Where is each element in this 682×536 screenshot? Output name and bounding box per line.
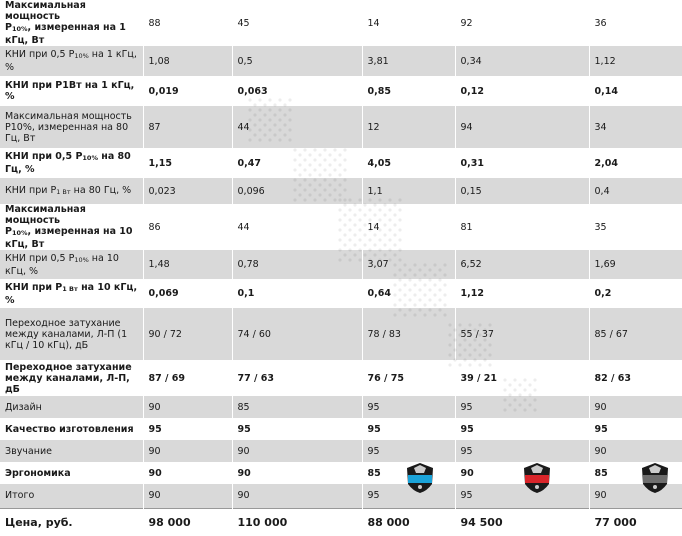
cell-value: 1,15 <box>143 148 232 178</box>
cell-value: 0,78 <box>232 250 362 279</box>
row-label: Эргономика <box>5 467 71 479</box>
cell-value: 3,81 <box>362 46 455 76</box>
cell-value: 78 / 83 <box>362 308 455 360</box>
cell-value: 0,85 <box>362 76 455 106</box>
cell-value: 90 <box>589 440 682 462</box>
cell-value: 95 <box>362 418 455 440</box>
cell-value: 12 <box>362 106 455 148</box>
cell-value: 90 <box>143 484 232 508</box>
table-row <box>0 484 682 508</box>
table-row <box>0 46 682 76</box>
row-label: Дизайн <box>0 396 143 418</box>
cell-value: 0,15 <box>455 178 589 204</box>
cell-value: 55 / 37 <box>455 308 589 360</box>
cell-value: 90 <box>232 440 362 462</box>
cell-value: 94 <box>455 106 589 148</box>
cell-value: 36 <box>589 0 682 46</box>
cell-value: 2,04 <box>589 148 682 178</box>
cell-value: 95 <box>455 440 589 462</box>
table-row <box>0 148 682 178</box>
cell-value: 82 / 63 <box>589 360 682 396</box>
cell-value: 90 <box>455 462 589 484</box>
cell-value: 85 <box>232 396 362 418</box>
table-row <box>0 360 682 396</box>
cell-value: 0,47 <box>232 148 362 178</box>
cell-value: 90 <box>589 396 682 418</box>
cell-value: 3,07 <box>362 250 455 279</box>
row-label: КНИ при $P_{1 Вт}$ на 80 Гц, % <box>0 178 143 204</box>
price-value: 88 000 <box>362 508 455 536</box>
cell-value: 95 <box>362 396 455 418</box>
cell-value: 45 <box>232 0 362 46</box>
price-value: 110 000 <box>232 508 362 536</box>
cell-value: 4,05 <box>362 148 455 178</box>
cell-value: 90 <box>232 484 362 508</box>
cell-value: 1,48 <box>143 250 232 279</box>
cell-value: 95 <box>455 396 589 418</box>
cell-value: 81 <box>455 204 589 250</box>
cell-value: 90 <box>232 462 362 484</box>
cell-value: 0,5 <box>232 46 362 76</box>
cell-value: 88 <box>143 0 232 46</box>
table-row <box>0 178 682 204</box>
cell-value: 44 <box>232 106 362 148</box>
table-row <box>0 396 682 418</box>
row-label: Качество изготовления <box>5 423 134 435</box>
cell-value: 95 <box>455 484 589 508</box>
table-row <box>0 462 682 484</box>
cell-value: 95 <box>143 418 232 440</box>
cell-value: 85 <box>589 462 682 484</box>
row-label: КНИ при 0,5 $P_{10\%}$ на 80 Гц, % <box>5 151 131 175</box>
award-badge-icon <box>640 462 670 494</box>
award-badge-icon <box>522 462 552 494</box>
cell-value: 77 / 63 <box>232 360 362 396</box>
table-row <box>0 106 682 148</box>
cell-value: 0,019 <box>143 76 232 106</box>
cell-value: 0,096 <box>232 178 362 204</box>
cell-value: 1,12 <box>589 46 682 76</box>
price-value: 98 000 <box>143 508 232 536</box>
cell-value: 1,12 <box>455 279 589 308</box>
cell-value: 76 / 75 <box>362 360 455 396</box>
table-row <box>0 418 682 440</box>
cell-value: 34 <box>589 106 682 148</box>
table-row <box>0 440 682 462</box>
cell-value: 92 <box>455 0 589 46</box>
cell-value: 85 / 67 <box>589 308 682 360</box>
cell-value: 0,12 <box>455 76 589 106</box>
cell-value: 87 / 69 <box>143 360 232 396</box>
row-label: Цена, руб. <box>0 508 143 536</box>
cell-value: 1,08 <box>143 46 232 76</box>
row-label: КНИ при 0,5 $P_{10\%}$ на 10 кГц, % <box>0 250 143 279</box>
cell-value: 35 <box>589 204 682 250</box>
cell-value: 74 / 60 <box>232 308 362 360</box>
cell-value: 44 <box>232 204 362 250</box>
row-label: КНИ при 0,5 $P_{10\%}$ на 1 кГц, % <box>0 46 143 76</box>
cell-value: 0,1 <box>232 279 362 308</box>
cell-value: 14 <box>362 204 455 250</box>
row-label: Максимальная мощность P10%, измеренная на 80 Гц, Вт <box>0 106 143 148</box>
table-row <box>0 76 682 106</box>
cell-value: 0,4 <box>589 178 682 204</box>
cell-value: 1,69 <box>589 250 682 279</box>
cell-value: 85 <box>362 462 455 484</box>
cell-value: 0,34 <box>455 46 589 76</box>
table-row <box>0 250 682 279</box>
cell-value: 90 <box>143 396 232 418</box>
cell-value: 90 <box>589 484 682 508</box>
table-row <box>0 308 682 360</box>
row-label: Звучание <box>0 440 143 462</box>
cell-value: 95 <box>589 418 682 440</box>
cell-value: 0,64 <box>362 279 455 308</box>
row-label: Итого <box>0 484 143 508</box>
row-label: КНИ при P1Вт на 1 кГц, % <box>5 80 135 102</box>
cell-value: 0,31 <box>455 148 589 178</box>
cell-value: 90 / 72 <box>143 308 232 360</box>
cell-value: 0,069 <box>143 279 232 308</box>
row-label: Максимальная мощность $P_{10\%}$, измеренная на 1 кГц, Вт <box>5 0 126 46</box>
table-row <box>0 279 682 308</box>
price-value: 77 000 <box>589 508 682 536</box>
cell-value: 95 <box>232 418 362 440</box>
cell-value: 1,1 <box>362 178 455 204</box>
cell-value: 14 <box>362 0 455 46</box>
table-row <box>0 0 682 46</box>
row-label: КНИ при $P_{1 Вт}$ на 10 кГц, % <box>5 281 138 306</box>
price-value: 94 500 <box>455 508 589 536</box>
row-label: Переходное затухание между каналами, Л-П (1 кГц / 10 кГц), дБ <box>0 308 143 360</box>
cell-value: 0,063 <box>232 76 362 106</box>
price-row <box>0 508 682 536</box>
cell-value: 6,52 <box>455 250 589 279</box>
cell-value: 90 <box>143 440 232 462</box>
row-label: Максимальная мощность $P_{10\%}$, измеренная на 10 кГц, Вт <box>5 204 133 250</box>
cell-value: 90 <box>143 462 232 484</box>
cell-value: 39 / 21 <box>455 360 589 396</box>
cell-value: 0,2 <box>589 279 682 308</box>
cell-value: 0,023 <box>143 178 232 204</box>
award-badge-icon <box>405 462 435 494</box>
cell-value: 95 <box>362 440 455 462</box>
cell-value: 87 <box>143 106 232 148</box>
table-row <box>0 204 682 250</box>
row-label: Переходное затухание между каналами, Л-П, дБ <box>5 361 132 395</box>
cell-value: 0,14 <box>589 76 682 106</box>
cell-value: 95 <box>362 484 455 508</box>
cell-value: 95 <box>455 418 589 440</box>
cell-value: 86 <box>143 204 232 250</box>
